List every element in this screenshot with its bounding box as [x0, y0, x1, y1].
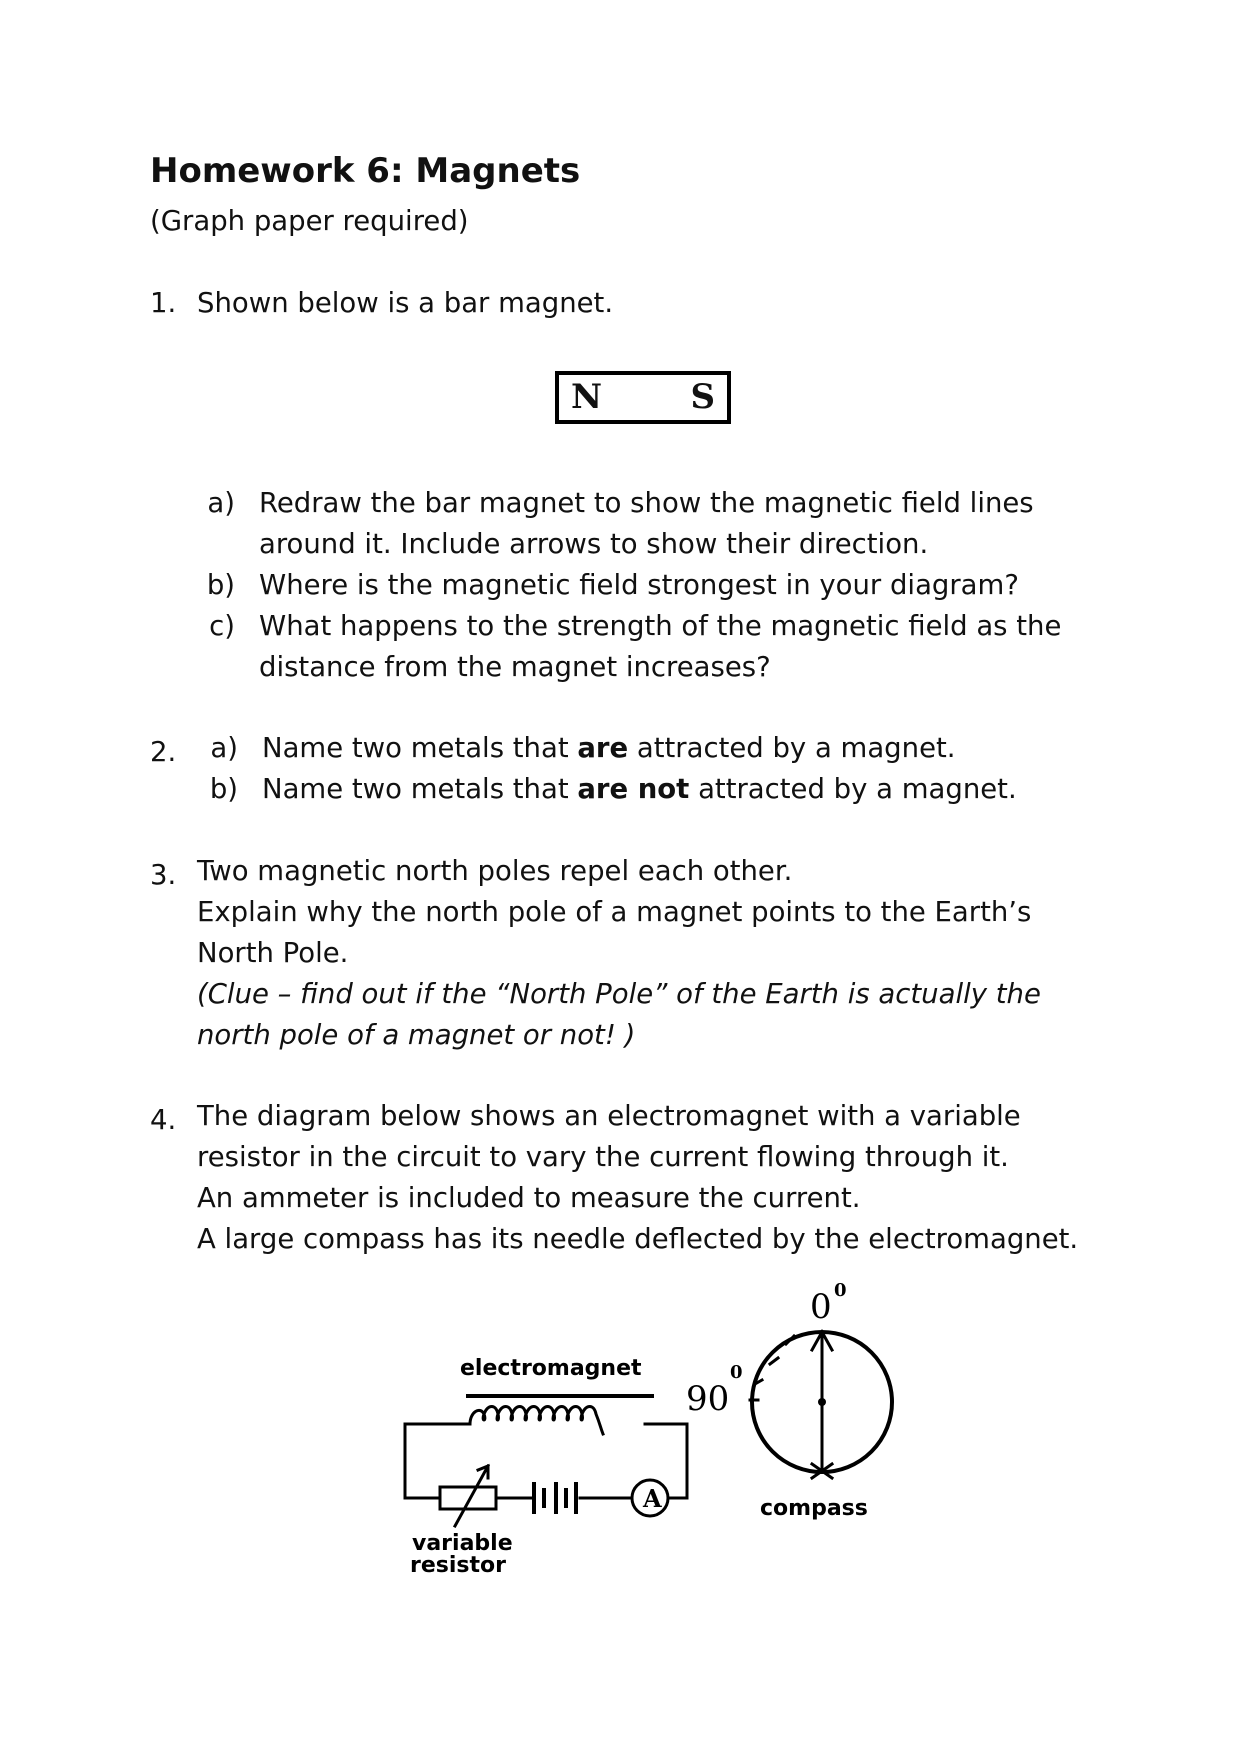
question-3-clue-line-2: north pole of a magnet or not! )	[197, 1019, 636, 1051]
question-1a-line-2: around it. Include arrows to show their direction.	[259, 528, 929, 560]
question-3-clue-line-1: (Clue – find out if the “North Pole” of the Earth is actually the	[197, 978, 1041, 1010]
question-1-number: 1.	[150, 287, 177, 319]
ammeter-symbol: A	[643, 1484, 662, 1513]
question-1-text: Shown below is a bar magnet.	[197, 287, 614, 319]
magnet-north-pole: N	[571, 377, 603, 417]
compass-pivot	[818, 1398, 826, 1406]
question-1a-line-1: Redraw the bar magnet to show the magnetic field lines	[259, 487, 1034, 519]
compass-tick-marks	[750, 1336, 794, 1400]
electromagnet-label: electromagnet	[460, 1356, 642, 1381]
angle-90-label: 90	[686, 1379, 730, 1419]
question-4-line-1: The diagram below shows an electromagnet with a variable	[197, 1100, 1021, 1132]
variable-label: variable	[412, 1531, 513, 1556]
question-4-line-3: An ammeter is included to measure the current.	[197, 1182, 861, 1214]
page-subtitle: (Graph paper required)	[150, 205, 469, 237]
question-4-line-4: A large compass has its needle deflected by the electromagnet.	[197, 1223, 1079, 1255]
question-2b-text: Name two metals that are not attracted by a magnet.	[262, 773, 1017, 805]
angle-0-degree: 0	[834, 1280, 847, 1301]
resistor-label: resistor	[410, 1553, 506, 1578]
magnet-south-pole: S	[690, 377, 715, 417]
question-4-line-2: resistor in the circuit to vary the current flowing through it.	[197, 1141, 1009, 1173]
circuit-wire-left	[405, 1424, 440, 1498]
variable-resistor-icon	[440, 1487, 496, 1509]
page-title: Homework 6: Magnets	[150, 151, 581, 191]
question-2b-label: b)	[209, 773, 238, 805]
question-1c-line-1: What happens to the strength of the magnetic field as the	[259, 610, 1062, 642]
question-1b-label: b)	[206, 569, 235, 601]
angle-0-label: 0	[810, 1287, 832, 1327]
question-1c-line-2: distance from the magnet increases?	[259, 651, 771, 683]
question-3-line-3: North Pole.	[197, 937, 349, 969]
question-2a-label: a)	[210, 732, 238, 764]
variable-resistor-arrow	[455, 1466, 488, 1526]
question-3-line-2: Explain why the north pole of a magnet points to the Earth’s	[197, 896, 1032, 928]
question-3-line-1: Two magnetic north poles repel each other.	[197, 855, 793, 887]
question-4-number: 4.	[150, 1104, 177, 1136]
compass-label: compass	[760, 1496, 868, 1521]
question-2a-text: Name two metals that are attracted by a magnet.	[262, 732, 956, 764]
question-1c-label: c)	[209, 610, 235, 642]
angle-90-degree: 0	[730, 1362, 743, 1383]
question-1a-label: a)	[207, 487, 235, 519]
question-1b-line-1: Where is the magnetic field strongest in your diagram?	[259, 569, 1019, 601]
battery-icon	[534, 1484, 576, 1512]
question-2-number: 2.	[150, 736, 177, 768]
question-3-number: 3.	[150, 859, 177, 891]
electromagnet-coil	[470, 1407, 603, 1435]
